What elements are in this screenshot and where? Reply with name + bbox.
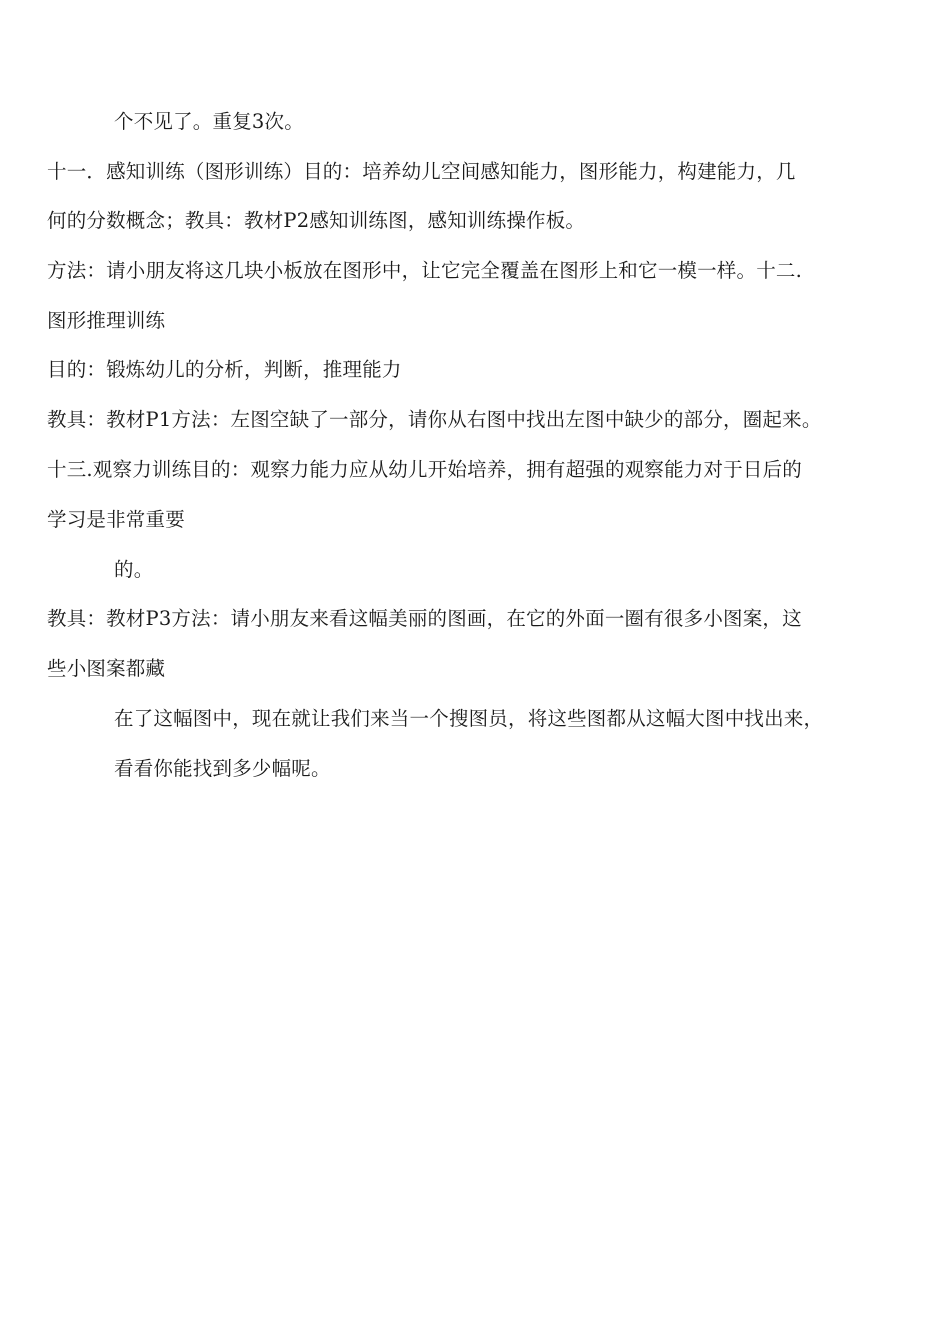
text-line: 教具：教材P1方法：左图空缺了一部分，请你从右图中找出左图中缺少的部分，圈起来。 — [47, 408, 822, 431]
text-line: 图形推理训练 — [47, 309, 166, 332]
text-line: 个不见了。重复3次。 — [114, 110, 304, 133]
text-line: 十三.观察力训练目的：观察力能力应从幼儿开始培养，拥有超强的观察能力对于日后的 — [47, 458, 802, 481]
text-line: 些小图案都藏 — [47, 657, 166, 680]
text-line: 看看你能找到多少幅呢。 — [114, 757, 331, 780]
text-line: 目的：锻炼幼儿的分析，判断，推理能力 — [47, 358, 402, 381]
text-line: 何的分数概念；教具：教材P2感知训练图，感知训练操作板。 — [47, 209, 586, 232]
text-line: 十一．感知训练（图形训练）目的：培养幼儿空间感知能力，图形能力，构建能力，几 — [47, 160, 796, 183]
text-line: 在了这幅图中，现在就让我们来当一个搜图员，将这些图都从这幅大图中找出来， — [114, 707, 824, 730]
text-line: 学习是非常重要 — [47, 508, 185, 531]
text-line: 教具：教材P3方法：请小朋友来看这幅美丽的图画，在它的外面一圈有很多小图案，这 — [47, 607, 802, 630]
text-line: 的。 — [114, 558, 154, 581]
text-line: 方法：请小朋友将这几块小板放在图形中，让它完全覆盖在图形上和它一模一样。十二. — [47, 259, 802, 282]
